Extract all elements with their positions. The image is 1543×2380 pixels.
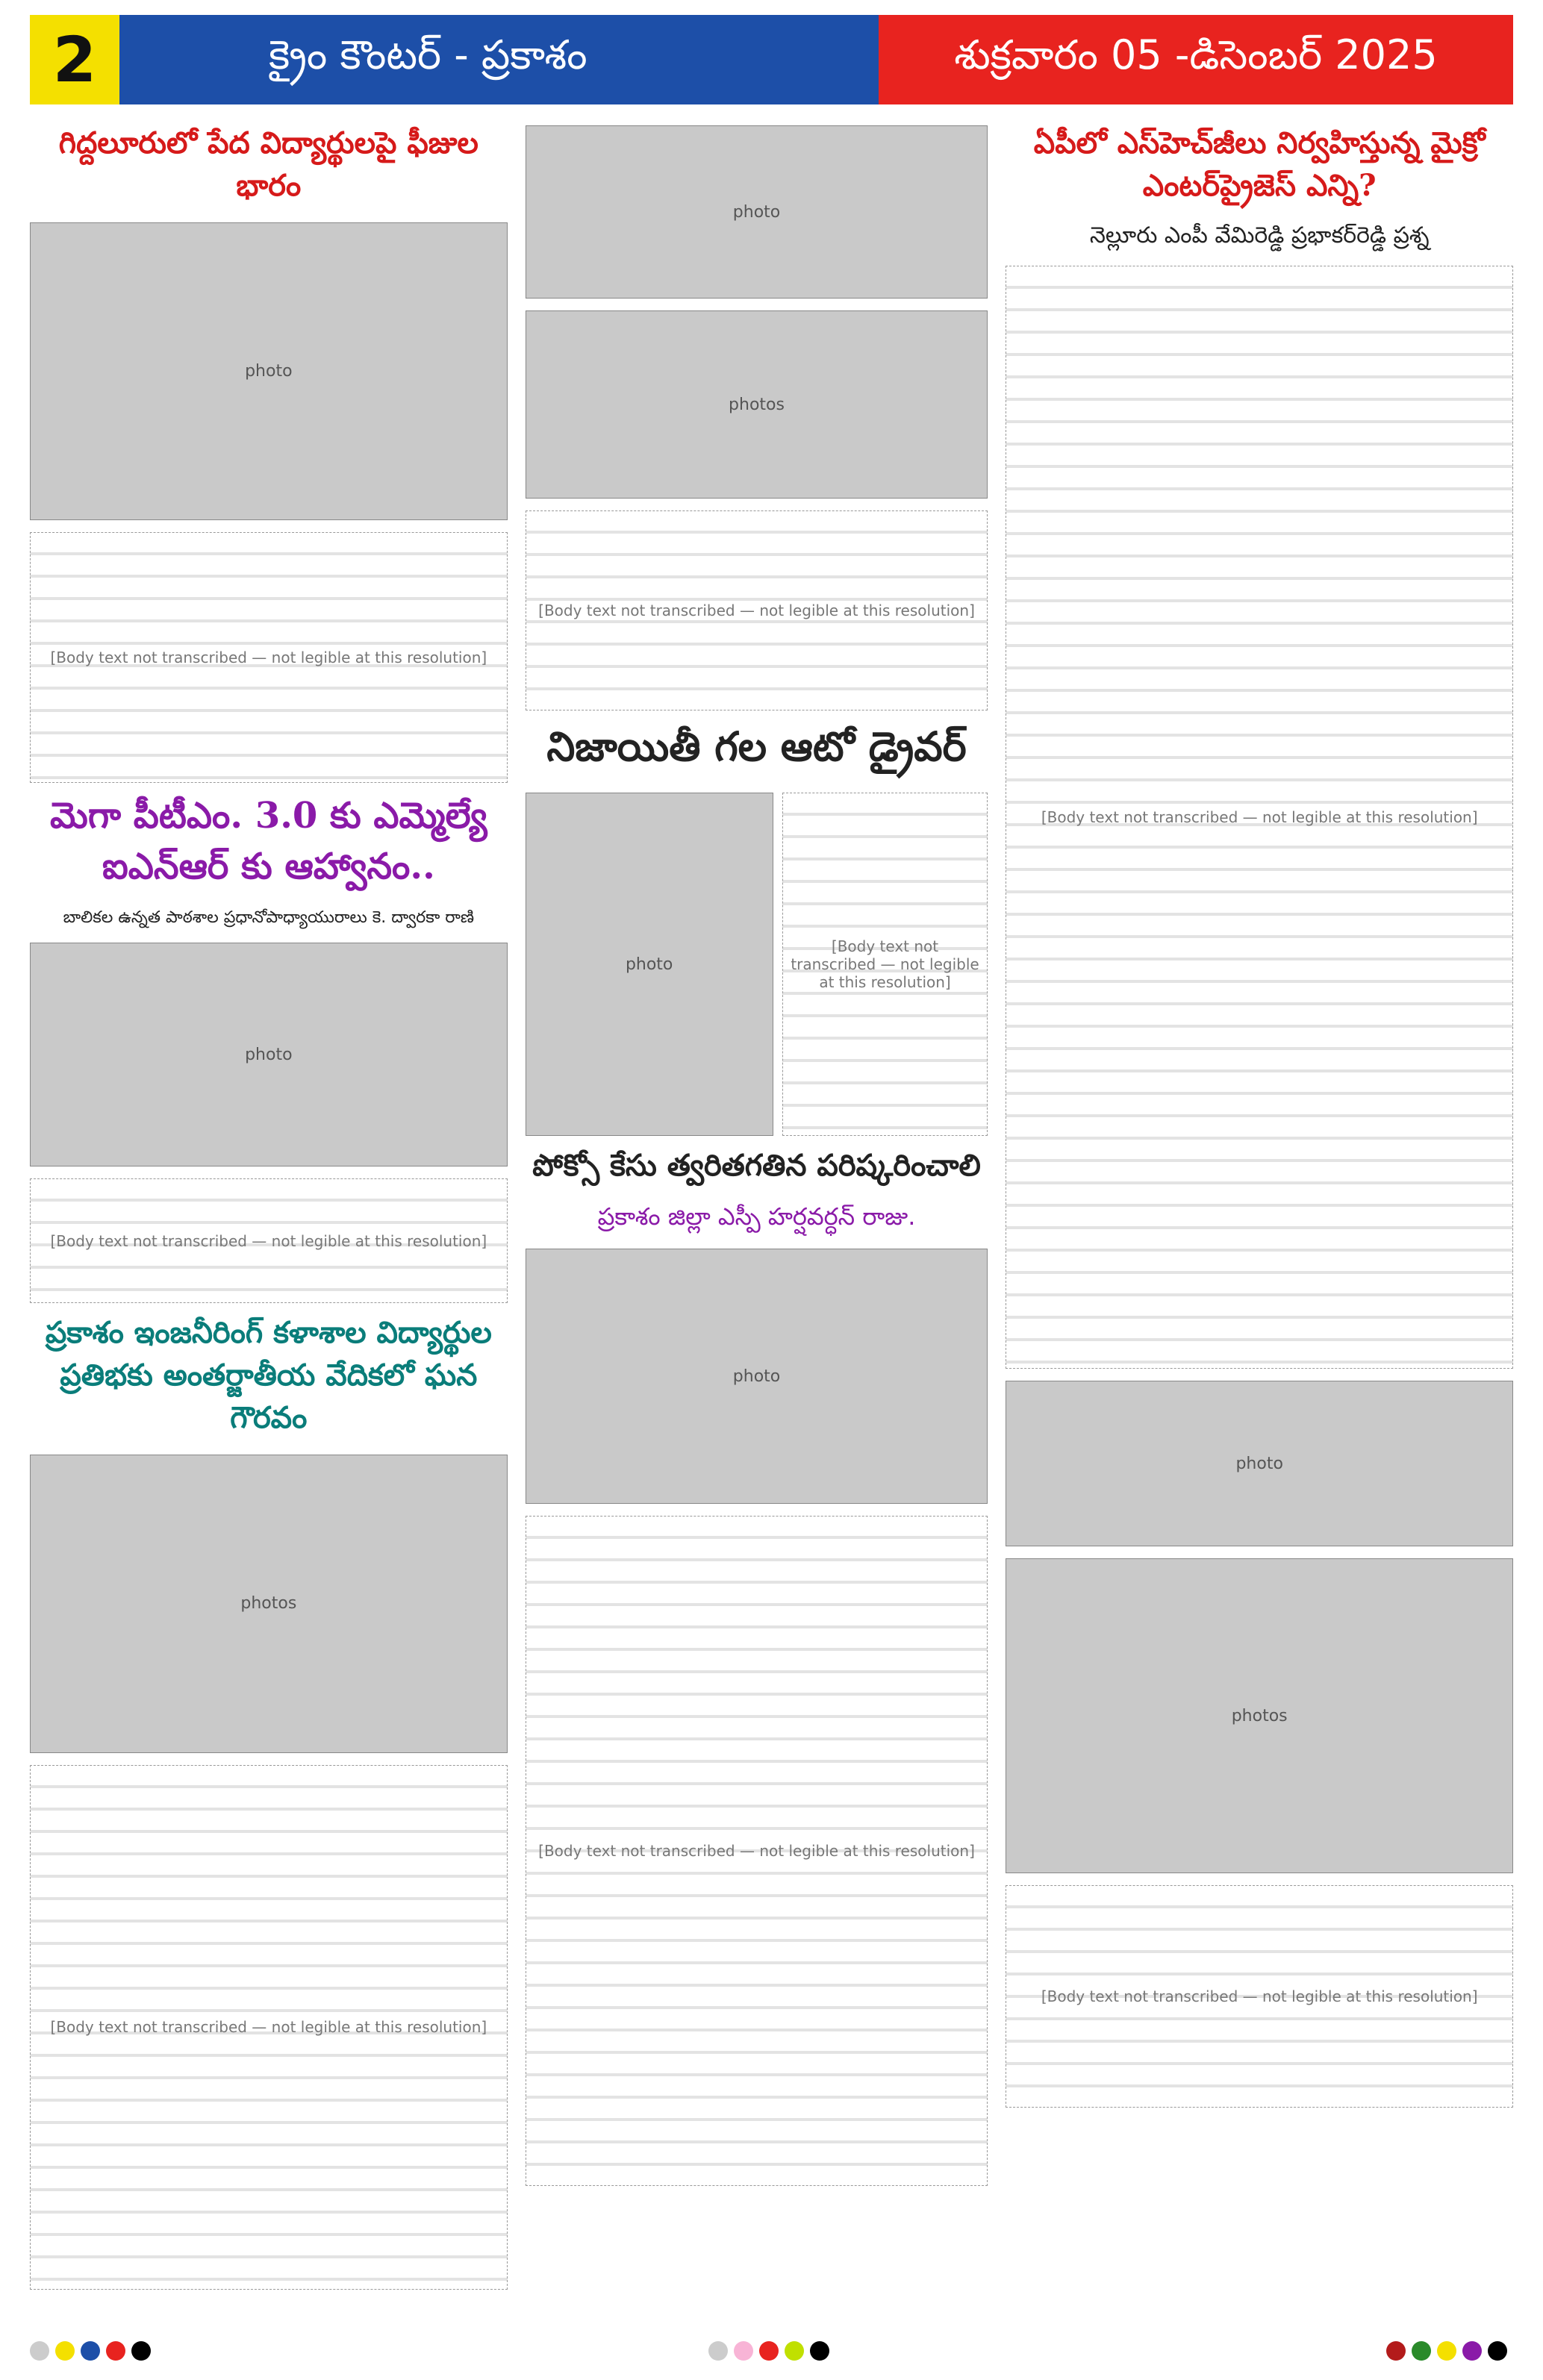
- column-middle: [526, 125, 988, 2290]
- body-legal-aid: [Body text not transcribed — not legible at this resolution]: [1006, 1885, 1513, 2108]
- photo-students: photos: [30, 1455, 508, 1752]
- sub-pocso: ప్రకాశం జిల్లా ఎస్పీ హర్షవర్ధన్ రాజు.: [597, 1202, 916, 1231]
- headline-auto-driver: నిజాయితీ గల ఆటో డ్రైవర్: [546, 722, 967, 770]
- photo-auto-driver: photo: [526, 793, 773, 1136]
- body-mega-ptm: [Body text not transcribed — not legible at this resolution]: [30, 1178, 508, 1303]
- photo-students-memorandum: photo: [30, 222, 508, 520]
- photo-review-meeting: photo: [526, 1249, 988, 1504]
- body-msme: [Body text not transcribed — not legible at this resolution]: [1006, 266, 1513, 1369]
- masthead-date: శుక్రవారం 05 -డిసెంబర్ 2025: [879, 15, 1513, 104]
- body-fees: [Body text not transcribed — not legible at this resolution]: [30, 532, 508, 783]
- headline-mega-ptm: మెగా పీటీఎం. 3.0 కు ఎమ్మెల్యే ఐఎన్ఆర్ కు ఆహ్వానం..: [50, 795, 487, 888]
- body-temple: [Body text not transcribed — not legible at this resolution]: [526, 510, 988, 710]
- column-left: [30, 125, 508, 2290]
- footer-dots: [30, 2341, 1513, 2364]
- body-pocso: [Body text not transcribed — not legible at this resolution]: [526, 1516, 988, 2186]
- headline-msme: ఏపీలో ఎస్‌హెచ్‌జీలు నిర్వహిస్తున్న మైక్రో ఎంటర్‌ప్రైజెస్ ఎన్ని?: [1033, 125, 1486, 203]
- column-right: [1006, 125, 1513, 2290]
- headline-pocso: పోక్సో కేసు త్వరితగతిన పరిష్కరించాలి: [532, 1148, 981, 1183]
- page-number: 2: [30, 15, 119, 104]
- masthead: [30, 15, 1513, 104]
- masthead-title: క్రైం కౌంటర్ - ప్రకాశం: [119, 15, 879, 104]
- sub-mega-ptm: బాలికల ఉన్నత పాఠశాల ప్రధానోపాధ్యాయురాలు కె. ద్వారకా రాణి: [63, 908, 475, 928]
- body-auto-driver: [Body text not transcribed — not legible at this resolution]: [782, 793, 988, 1136]
- photo-legal-aid: photo: [1006, 1381, 1513, 1546]
- headline-fees: గిద్దలూరులో పేద విద్యార్థులపై ఫీజుల భారం: [58, 125, 479, 203]
- photo-jail-visit: photos: [1006, 1558, 1513, 1873]
- sub-msme: నెల్లూరు ఎంపీ వేమిరెడ్డి ప్రభాకర్‌రెడ్డి ప్రశ్న: [1089, 222, 1430, 249]
- headline-engineering: ప్రకాశం ఇంజనీరింగ్ కళాశాల విద్యార్థుల ప్రతిభకు అంతర్జాతీయ వేదికలో ఘన గౌరవం: [45, 1315, 492, 1436]
- body-engineering: [Body text not transcribed — not legible at this resolution]: [30, 1765, 508, 2290]
- photo-sports: photos: [526, 310, 988, 499]
- photo-invitation: photo: [30, 943, 508, 1166]
- photo-temple: photo: [526, 125, 988, 299]
